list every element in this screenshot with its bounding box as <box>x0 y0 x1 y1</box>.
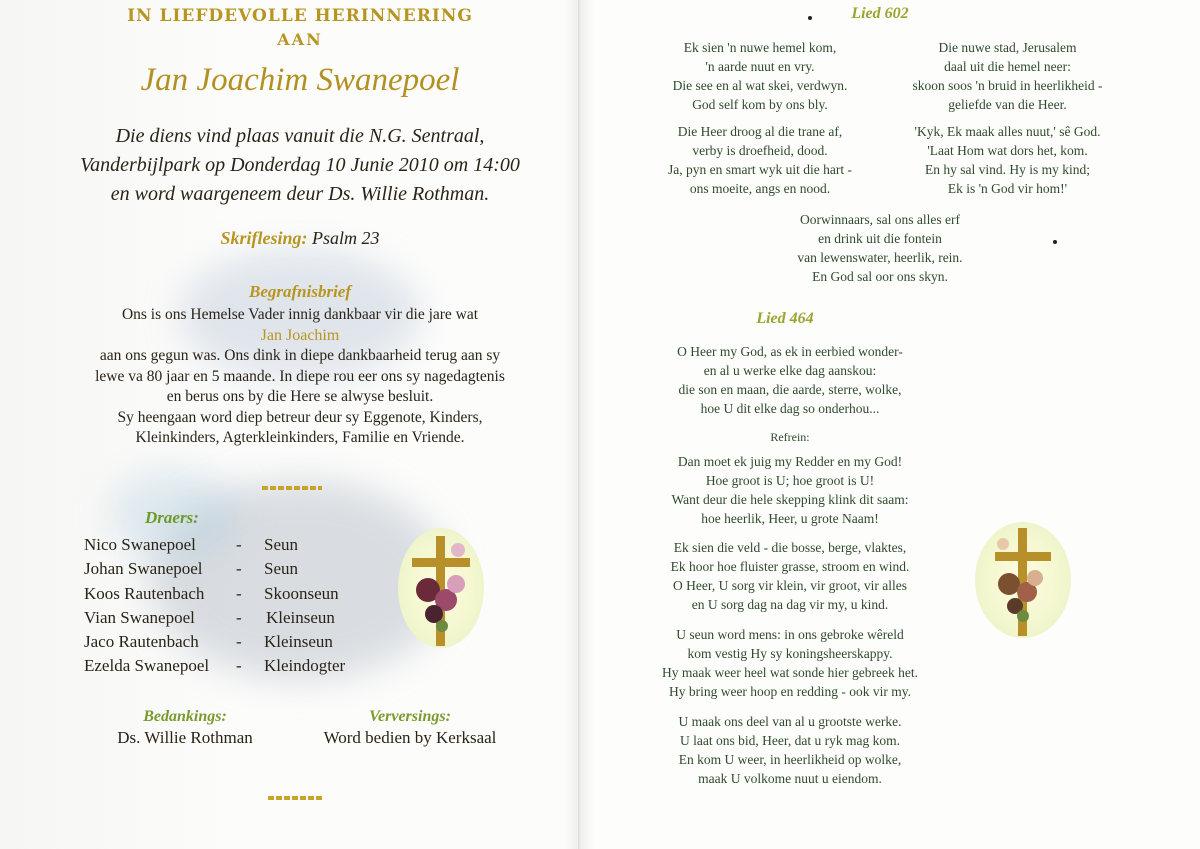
refreshments-title: Verversings: <box>369 708 451 725</box>
memorial-heading: IN LIEFDEVOLLE HERINNERING <box>127 6 473 26</box>
verse-line: hoe U dit elke dag so onderhou... <box>700 401 880 416</box>
obituary-line: Sy heengaan word diep betreur deur sy Eggenote, Kinders, <box>117 408 483 426</box>
verse-line: Hy maak weer heel wat sonde hier gebreek het. <box>661 665 918 680</box>
deceased-name: Jan Joachim Swanepoel <box>140 62 460 98</box>
verse-line: Die see en al wat skei, verdwyn. <box>672 78 848 93</box>
song2-verse <box>640 538 940 614</box>
bearer-relation: Kleinseun <box>264 632 333 652</box>
ornament-divider <box>268 796 324 800</box>
bearer-dash: - <box>236 535 242 554</box>
verse-line: U seun word mens: in ons gebroke wêreld <box>676 627 904 642</box>
verse-line: O Heer my God, as ek in eerbied wonder- <box>677 344 903 359</box>
verse-line: Ek sien 'n nuwe hemel kom, <box>683 40 837 55</box>
bearer-dash: - <box>236 656 242 676</box>
song1-title: Lied 602 <box>851 5 909 22</box>
verse-line: Oorwinnaars, sal ons alles erf <box>799 212 961 227</box>
verse-line: Die Heer droog al die trane af, <box>677 124 843 139</box>
refrain-label: Refrein: <box>770 430 810 444</box>
obituary-line: en berus ons by die Here se alwyse besluit. <box>166 388 434 405</box>
service-line: Die diens vind plaas vanuit die N.G. Sentraal, <box>115 125 485 147</box>
bearer-name: Ezelda Swanepoel <box>84 656 210 676</box>
verse-line: Die nuwe stad, Jerusalem <box>938 40 1077 55</box>
bearer-relation: Kleindogter <box>264 656 346 676</box>
bearers-title: Draers: <box>145 508 199 527</box>
bearer-name: Koos Rautenbach <box>84 583 205 603</box>
memorial-heading-sub: AAN <box>277 30 323 49</box>
bearers-list <box>84 533 345 679</box>
bearer-relation: Skoonseun <box>264 583 339 603</box>
scripture-reading <box>160 228 440 249</box>
verse-line: geliefde van die Heer. <box>948 97 1067 112</box>
bearer-row <box>84 557 345 581</box>
verse-line: daal uit die hemel neer: <box>944 59 1071 74</box>
bearer-name: Vian Swanepoel <box>84 607 195 627</box>
verse-line: en drink uit die fontein <box>818 231 942 246</box>
bearer-row <box>84 606 345 630</box>
verse-line: En hy sal vind. Hy is my kind; <box>925 162 1090 177</box>
bearer-dash: - <box>236 607 242 627</box>
verse-line: van lewenswater, heerlik, rein. <box>797 250 963 265</box>
bearer-relation: Seun <box>264 559 298 579</box>
cross-floral-icon <box>975 522 1071 638</box>
verse-line: en al u werke elke dag aanskou: <box>703 363 877 378</box>
bearer-row <box>84 582 345 606</box>
service-line: Vanderbijlpark op Donderdag 10 Junie 2010 om 14:00 <box>80 154 520 176</box>
cross-floral-icon <box>398 528 484 648</box>
bearer-row <box>84 654 345 678</box>
scripture-value: Psalm 23 <box>312 228 380 248</box>
verse-line: O Heer, U sorg vir klein, vir groot, vir alles <box>673 578 907 593</box>
verse-line: ons moeite, angs en nood. <box>689 181 831 196</box>
page-fold <box>578 0 582 849</box>
verse-line: kom vestig Hy sy koningsheerskappy. <box>687 646 893 661</box>
verse-line: U laat ons bid, Heer, dat u ryk mag kom. <box>680 733 900 748</box>
bearer-name: Jaco Rautenbach <box>84 632 199 652</box>
verse-line: Hoe groot is U; hoe groot is U! <box>705 473 875 488</box>
song2-title: Lied 464 <box>756 310 814 327</box>
verse-line: Want deur die hele skepping klink dit saam: <box>671 492 909 507</box>
thanks-title: Bedankings: <box>143 708 227 725</box>
obituary-line: lewe va 80 jaar en 5 maande. In diepe rou eer ons sy nagedagtenis <box>95 367 505 385</box>
bearer-relation: Kleinseun <box>266 607 335 627</box>
song2-verse <box>640 625 940 701</box>
verse-line: 'Kyk, Ek maak alles nuut,' sê God. <box>914 124 1101 139</box>
obituary-line: Kleinkinders, Agterkleinkinders, Familie en Vriende. <box>135 429 465 446</box>
verse-line: En kom U weer, in heerlikheid op wolke, <box>678 752 902 767</box>
obituary-line: aan ons gegun was. Ons dink in diepe dankbaarheid terug aan sy <box>99 347 501 364</box>
verse-line: Ek hoor hoe fluister grasse, stroom en wind. <box>670 559 910 574</box>
obituary-line: Ons is ons Hemelse Vader innig dankbaar vir die jare wat <box>121 306 479 323</box>
obituary-text <box>60 305 540 449</box>
verse-line: verby is droefheid, dood. <box>692 143 828 158</box>
bearer-row <box>84 630 345 654</box>
verse-line: hoe heerlik, Heer, u grote Naam! <box>701 511 879 526</box>
verse-line: En God sal oor ons skyn. <box>812 269 948 284</box>
song1-verse <box>765 210 995 286</box>
bearer-row <box>84 533 345 557</box>
song1-verse <box>640 122 880 198</box>
song1-verse <box>895 122 1120 198</box>
bearer-name: Johan Swanepoel <box>84 559 203 579</box>
thanks-value: Ds. Willie Rothman <box>117 728 253 747</box>
refrain <box>640 452 940 528</box>
verse-line: 'Laat Hom wat dors het, kom. <box>927 143 1088 158</box>
bearer-dash: - <box>236 559 242 579</box>
cross-floral-icon <box>398 528 484 648</box>
bearer-name: Nico Swanepoel <box>84 535 196 554</box>
song2-verse <box>640 712 940 788</box>
song2-verse <box>640 342 940 418</box>
refreshments-value: Word bedien by Kerksaal <box>323 728 497 747</box>
bearer-dash: - <box>236 583 242 603</box>
service-details <box>55 122 545 209</box>
verse-line: U maak ons deel van al u grootste werke. <box>678 714 902 729</box>
verse-line: Ek is 'n God vir hom!' <box>947 181 1068 196</box>
verse-line: Hy bring weer hoop en redding - ook vir my. <box>668 684 912 699</box>
speck <box>808 16 812 20</box>
song1-verse <box>640 38 880 114</box>
verse-line: Ek sien die veld - die bosse, berge, vlaktes, <box>673 540 907 555</box>
verse-line: en U sorg dag na dag vir my, u kind. <box>691 597 889 612</box>
cross-floral-icon <box>975 522 1071 638</box>
obituary-name: Jan Joachim <box>260 326 340 344</box>
verse-line: die son en maan, die aarde, sterre, wolke, <box>678 382 902 397</box>
scripture-label: Skriflesing: <box>220 228 308 248</box>
speck <box>1053 240 1057 244</box>
bearer-dash: - <box>236 632 242 652</box>
verse-line: God self kom by ons bly. <box>692 97 828 112</box>
song1-verse <box>895 38 1120 114</box>
service-line: en word waargeneem deur Ds. Willie Rothman. <box>110 183 490 205</box>
bearer-relation: Seun <box>264 535 298 554</box>
obituary-title: Begrafnisbrief <box>249 282 351 301</box>
verse-line: Dan moet ek juig my Redder en my God! <box>677 454 903 469</box>
ornament-divider <box>262 486 322 490</box>
verse-line: skoon soos 'n bruid in heerlikheid - <box>912 78 1103 93</box>
verse-line: maak U volkome nuut u eiendom. <box>698 771 882 786</box>
verse-line: Ja, pyn en smart wyk uit die hart - <box>667 162 853 177</box>
verse-line: 'n aarde nuut en vry. <box>705 59 815 74</box>
